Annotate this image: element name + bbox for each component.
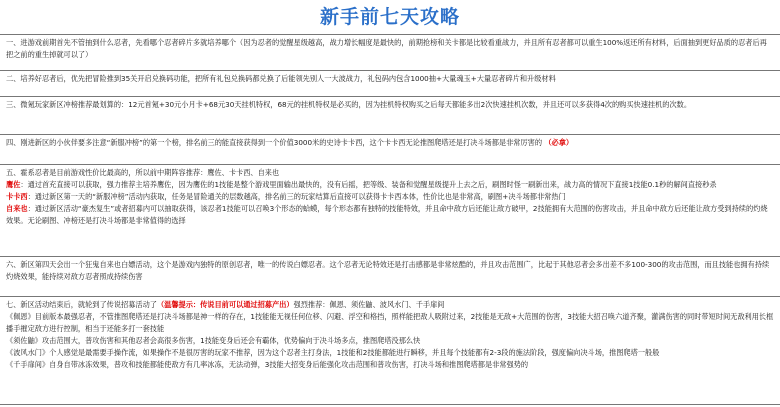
section-7-intro	[6, 299, 774, 311]
section-2	[0, 70, 780, 96]
section-7-tip: （温馨提示：传说目前可以通过招募产出）	[156, 300, 294, 309]
section-4-text: 四、刚进新区的小伙伴要多注意“新服冲榜”的第一个榜，排名前三的能直接获得到一个价值3000米的史诗卡卡西，这个卡卡西无论推图爬塔还是打决斗场都是非常厉害的	[6, 138, 543, 147]
section-6-text: 六、新区第四天会出一个狂鬼自来也白嫖活动，这个是游戏内独特的原创忍者，唯一的传说白嫖忍者。这个忍者无论特效还是打击感都是非常炫酷的，并且攻击范围广，比起于其他忍者会多出差不多100-300的攻击范围，而且技能也拥有持续灼烧效果，能持续对敌方忍者照成持续伤害	[6, 260, 770, 281]
section-7-intro-b: 强烈推荐：佩恩、须佐鼬、波风水门、千手扉间	[293, 300, 445, 309]
bottom-border	[0, 404, 780, 405]
section-1-text: 一、进游戏前期首先不管抽到什么忍者，先看哪个忍者碎片多就培养哪个（因为忍者的觉醒星级越高，战力增长幅度是最快的，前期抢榜和关卡都是比较看重战力，并且所有忍者都可以重生100%返还所有材料，后面抽到更好品质的忍者后再把之前的重生掉就可以了）	[6, 38, 767, 59]
section-1	[0, 34, 780, 70]
section-2-text: 二、培养好忍者后，优先把冒险推到35关开启兑换码功能，把所有礼包兑换码都兑换了后能领先别人一大波战力，礼包码内包含1000抽+大量魂玉+大量忍者碎片和升级材料	[6, 74, 556, 83]
tobirama-paragraph: 《千手扉间》自身自带冰冻效果，普攻和技能都能使敌方有几率冰冻，无法动弹，3技能大招变身后能强化攻击范围和普攻伤害，打决斗场和推图爬塔都是非常强势的	[6, 360, 529, 369]
pain-paragraph: 《佩恩》目前版本最强忍者，不管推图爬塔还是打决斗场都是神一样的存在，1技能能无视任何位移、闪避、浮空和格挡，照样能把敌人吸附过来，2技能是无敌+大范围的伤害，3技能大招召唤六道齐聚，灌满伤害的同时带短时间无敌利用长框播手摧定敌方进行控制，相当于还能多打一套技能	[6, 312, 774, 333]
section-4	[0, 134, 780, 164]
yingzuo-text: ：通过首充直接可以获取，强力推荐主培养鹰佐，因为鹰佐的1技能是整个游戏里面输出最快的，没有后摇，把等级、装备和觉醒星级提升上去之后，刷图时怪一刷新出来，战力高的情况下直接1技能0.1秒的解间直接秒杀	[20, 180, 717, 189]
yingzuo-label: 鹰佐	[6, 180, 21, 189]
kakaxi-label: 卡卡西	[6, 192, 28, 201]
susanoo-paragraph: 《须佐鼬》攻击范围大，普攻伤害和其他忍者会高很多伤害，1技能变身后还会有霸体，优势偏向于决斗场多点，推图爬塔没那么快	[6, 336, 421, 345]
section-3-text: 三、微氪玩家新区冲榜推荐最划算的：12元首氪+30元小月卡+68元30天挂机特权，68元的挂机特权是必买的，因为挂机特权购买之后每天都能多出2次快速挂机次数，并且还可以多获得4次的购买快速挂机的次数。	[6, 100, 692, 109]
ziraiya-text: ：通过新区活动“豪杰复生”或者招募内可以抽取获得，该忍者1技能可以召唤3个形态的蛤蟆，每个形态都有独特的技能特效，并且命中敌方后还能让敌方破甲，2技能拥有大范围的伤害攻击，并且命中敌方后还能让敌方受到持续的灼烧效果。无论刷图、冲榜还是打决斗场都是非常值得的选择	[6, 204, 768, 225]
section-7-intro-a: 七、新区活动结束后，就轮到了传说招募活动了	[6, 300, 157, 309]
kakaxi-paragraph	[6, 191, 774, 203]
yingzuo-paragraph	[6, 179, 774, 191]
page-title: 新手前七天攻略	[319, 6, 460, 28]
minato-paragraph: 《波风水门》个人感觉是最需要手操作流，如果操作不是很厉害的玩家不推荐，因为这个忍者主打身法，1技能和2技能都能进行瞬移，并且每个技能都有2-3段的施法阶段，强度偏向决斗场，推图爬塔一般般	[6, 348, 660, 357]
section-4-line	[6, 137, 774, 149]
kakaxi-text: ：通过新区第一天的“新服冲榜”活动内获取，任务是冒险通关的层数越高，排名前三的玩家结算后直接可以获得卡卡西本体，性价比也是非常高，刷图+决斗场都非常热门	[27, 192, 566, 201]
ziraiya-paragraph	[6, 203, 774, 227]
section-4-note: （必拿）	[544, 138, 574, 147]
section-3	[0, 96, 780, 134]
section-6	[0, 256, 780, 296]
ziraiya-label: 自来也	[6, 204, 28, 213]
section-5-intro: 五、霍系忍者是目前游戏性价比最高的，所以前中期阵容推荐：鹰佐、卡卡西、自来也	[6, 168, 280, 177]
section-7	[0, 296, 780, 404]
section-5	[0, 164, 780, 256]
